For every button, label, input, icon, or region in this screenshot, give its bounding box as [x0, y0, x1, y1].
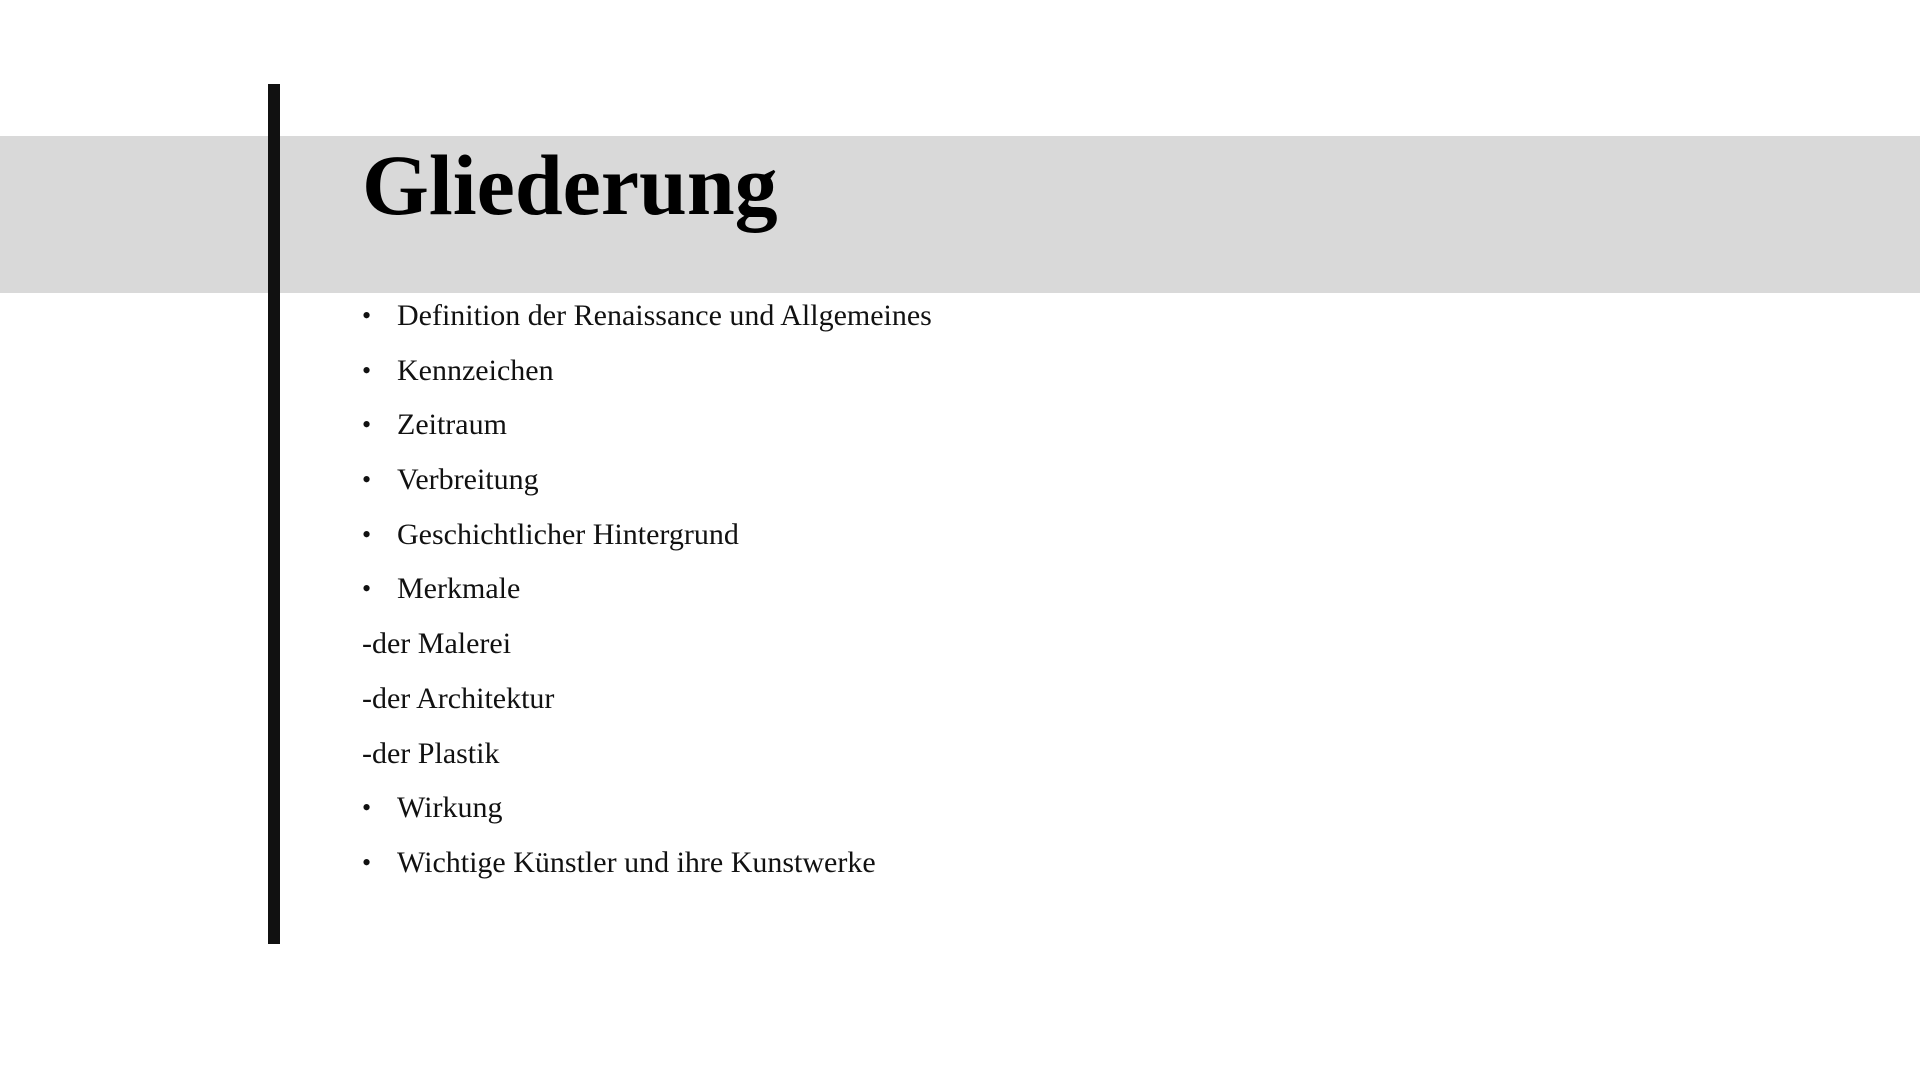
outline-item: • Verbreitung: [362, 453, 932, 508]
title-band: [0, 136, 1920, 293]
outline-subitem: -der Architektur: [362, 681, 555, 715]
slide-title: Gliederung: [362, 137, 778, 233]
outline-item: • Wichtige Künstler und ihre Kunstwerke: [362, 836, 932, 891]
outline-list: [362, 289, 932, 891]
outline-item: • Kennzeichen: [362, 344, 932, 399]
outline-item: • Wirkung: [362, 781, 932, 836]
outline-item: • Zeitraum: [362, 398, 932, 453]
outline-item: • Geschichtlicher Hintergrund: [362, 508, 932, 563]
outline-item: • Definition der Renaissance und Allgemeines: [362, 289, 932, 344]
outline-subitem: -der Malerei: [362, 627, 512, 661]
accent-bar: [268, 84, 280, 944]
outline-item: • Merkmale: [362, 562, 932, 617]
outline-subitem: -der Plastik: [362, 736, 500, 770]
